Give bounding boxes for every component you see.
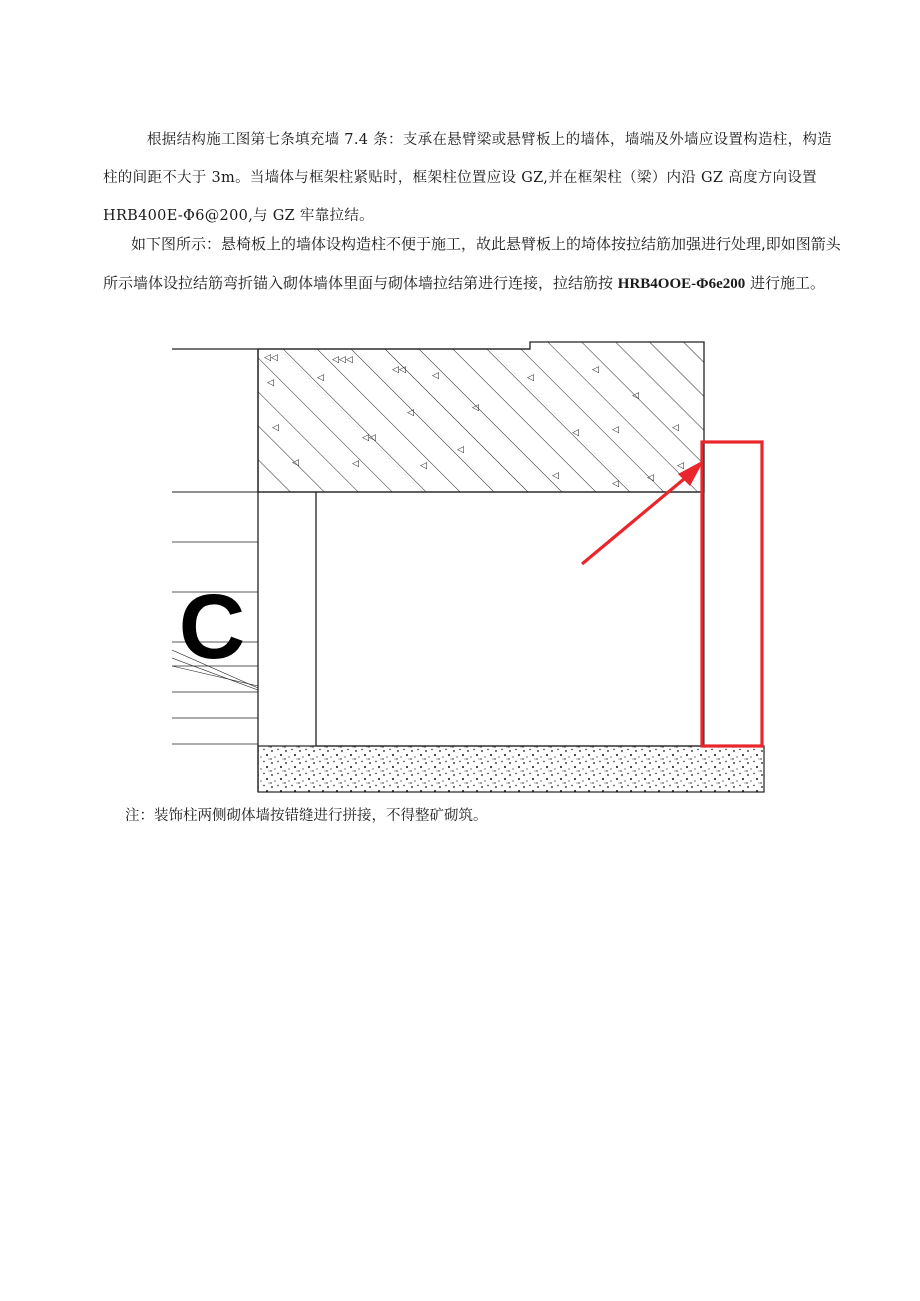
svg-text:◁: ◁ — [677, 461, 684, 471]
paragraph-structural-requirement: 根据结构施工图第七条填充墙 7.4 条：支承在悬臂梁或悬臂板上的墙体，墙端及外墙应设置构造柱，构造柱的间距不大于 3m。当墙体与框架柱紧贴时，框架柱位置应设 GZ,并在框架柱（梁）内沿 GZ 高度方向设置 HRB400E-Φ6@200,与 GZ 牢靠拉结。 — [103, 132, 832, 224]
column-block — [172, 349, 258, 792]
svg-text:◁: ◁ — [647, 473, 654, 483]
svg-text:◁: ◁ — [352, 459, 359, 469]
svg-text:◁◁◁: ◁◁◁ — [332, 355, 353, 365]
construction-drawing — [172, 340, 772, 800]
concrete-slab — [258, 342, 704, 492]
svg-text:◁: ◁ — [612, 479, 619, 489]
svg-text:◁◁: ◁◁ — [264, 353, 278, 363]
svg-text:◁◁: ◁◁ — [362, 433, 376, 443]
svg-text:◁: ◁ — [527, 373, 534, 383]
svg-text:◁: ◁ — [592, 365, 599, 375]
paragraph-construction-method — [103, 225, 841, 303]
svg-text:◁: ◁ — [432, 371, 439, 381]
svg-text:◁: ◁ — [612, 425, 619, 435]
svg-text:◁: ◁ — [272, 423, 279, 433]
rebar-spec: HRB4OOE-Φ6e200 — [617, 275, 746, 292]
svg-text:◁: ◁ — [572, 428, 579, 438]
note-text: 注：装饰柱两侧砌体墙按错缝进行拼接，不得整矿砌筑。 — [125, 808, 488, 824]
svg-text:◁: ◁ — [267, 378, 274, 388]
paragraph-method-tail: 进行施工。 — [750, 273, 826, 292]
svg-text:◁: ◁ — [292, 458, 299, 468]
column-letter: C — [178, 576, 246, 678]
floor-slab — [258, 746, 764, 792]
svg-text:◁◁: ◁◁ — [392, 365, 406, 375]
svg-text:◁: ◁ — [632, 391, 639, 401]
highlight-box — [702, 442, 762, 746]
masonry-wall — [258, 492, 704, 746]
svg-text:◁: ◁ — [407, 408, 414, 418]
svg-text:◁: ◁ — [672, 423, 679, 433]
svg-text:◁: ◁ — [420, 461, 427, 471]
svg-text:◁: ◁ — [317, 373, 324, 383]
svg-text:◁: ◁ — [552, 471, 559, 481]
svg-text:◁: ◁ — [472, 403, 479, 413]
svg-text:◁: ◁ — [457, 445, 464, 455]
paragraph-method-text: 如下图所示：悬椅板上的墙体设构造柱不便于施工，故此悬臂板上的埼体按拉结筋加强进行处理,即如图箭头所示墙体设拉结筋弯折锚入砌体墙体里面与砌体墙拉结第进行连接，拉结筋按 — [103, 235, 841, 292]
